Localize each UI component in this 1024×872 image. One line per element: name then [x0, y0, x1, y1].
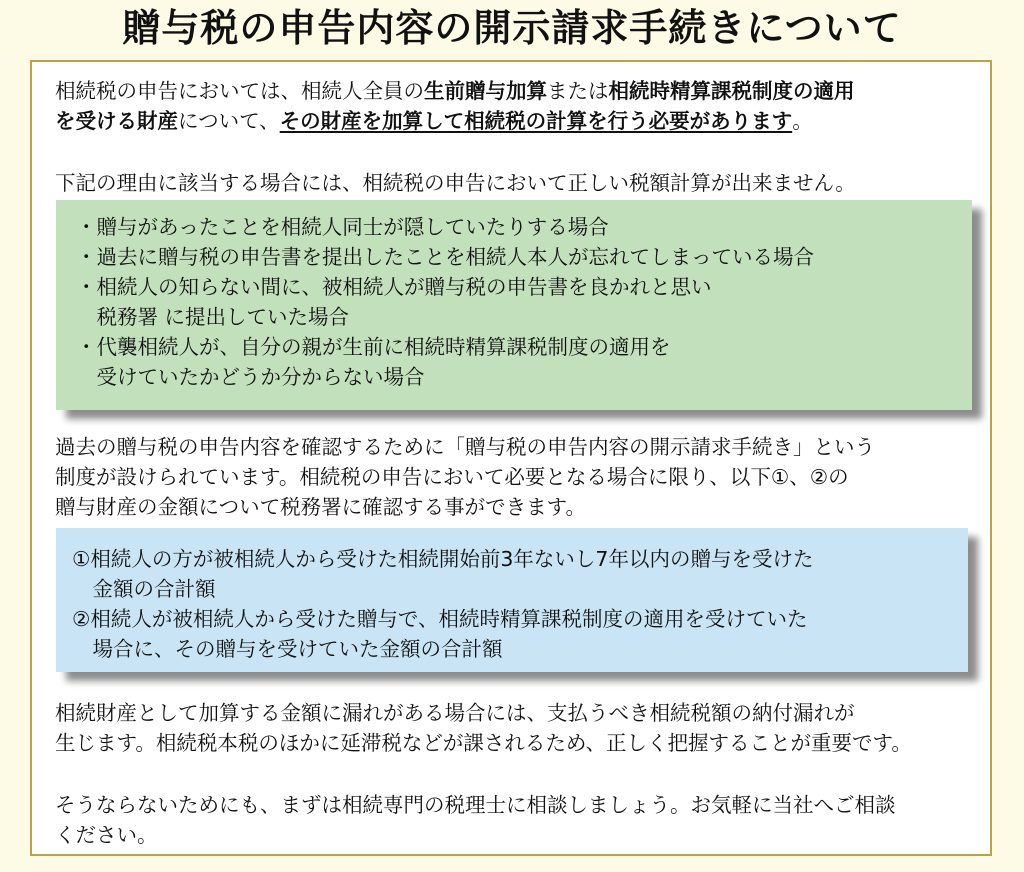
reason-lead: 下記の理由に該当する場合には、相続税の申告において正しい税額計算が出来ません。: [55, 171, 856, 195]
procedure-line: 過去の贈与税の申告内容を確認するために「贈与税の申告内容の開示請求手続き」という: [55, 435, 875, 459]
warning-paragraph: [55, 698, 912, 758]
reason-item: ・過去に贈与税の申告書を提出したことを相続人本人が忘れてしまっている場合: [76, 245, 814, 269]
intro-line-2: [55, 106, 855, 136]
items-box: [56, 528, 968, 672]
procedure-line: 制度が設けられています。相続税の申告において必要となる場合に限り、以下①、②の: [55, 465, 849, 489]
intro-line-1: [55, 76, 855, 106]
disclosure-item: 場合に、その贈与を受けていた金額の合計額: [72, 637, 503, 661]
settlement-taxation-term-cont: を受ける財産: [55, 109, 178, 133]
intro-text: または: [547, 79, 609, 103]
reason-item: ・贈与があったことを相続人同士が隠していたりする場合: [76, 215, 609, 239]
intro-text: 相続税の申告においては、相続人全員の: [55, 79, 424, 103]
warning-line: 生じます。相続税本税のほかに延滞税などが課されるため、正しく把握することが重要です。: [55, 731, 912, 755]
reason-item: ・代襲相続人が、自分の親が生前に相続時精算課税制度の適用を: [76, 335, 671, 359]
procedure-paragraph: [55, 432, 875, 522]
closing-line: ください。: [55, 823, 158, 847]
settlement-taxation-term: 相続時精算課税制度の適用: [608, 79, 855, 103]
reason-item: ・相続人の知らない間に、被相続人が贈与税の申告書を良かれと思い: [76, 275, 712, 299]
intro-text: について、: [178, 109, 280, 133]
reasons-box: [56, 200, 972, 410]
lifetime-gift-addition-term: 生前贈与加算: [424, 79, 547, 103]
key-requirement-text: その財産を加算して相続税の計算を行う必要があります: [279, 109, 793, 133]
disclosure-item: 金額の合計額: [72, 577, 216, 601]
closing-paragraph: [55, 790, 896, 850]
disclosure-item: ②相続人が被相続人から受けた贈与で、相続時精算課税制度の適用を受けていた: [72, 607, 808, 631]
reason-item: 税務署 に提出していた場合: [76, 305, 350, 329]
disclosure-item: ①相続人の方が被相続人から受けた相続開始前3年ないし7年以内の贈与を受けた: [72, 547, 814, 571]
procedure-line: 贈与財産の金額について税務署に確認する事ができます。: [55, 495, 586, 519]
warning-line: 相続財産として加算する金額に漏れがある場合には、支払うべき相続税額の納付漏れが: [55, 701, 855, 725]
closing-line: そうならないためにも、まずは相続専門の税理士に相談しましょう。お気軽に当社へご相談: [55, 793, 896, 817]
intro-paragraph: [55, 76, 855, 136]
intro-text: 。: [792, 109, 813, 133]
reason-item: 受けていたかどうか分からない場合: [76, 365, 425, 389]
page-title: 贈与税の申告内容の開示請求手続きについて: [122, 6, 902, 50]
